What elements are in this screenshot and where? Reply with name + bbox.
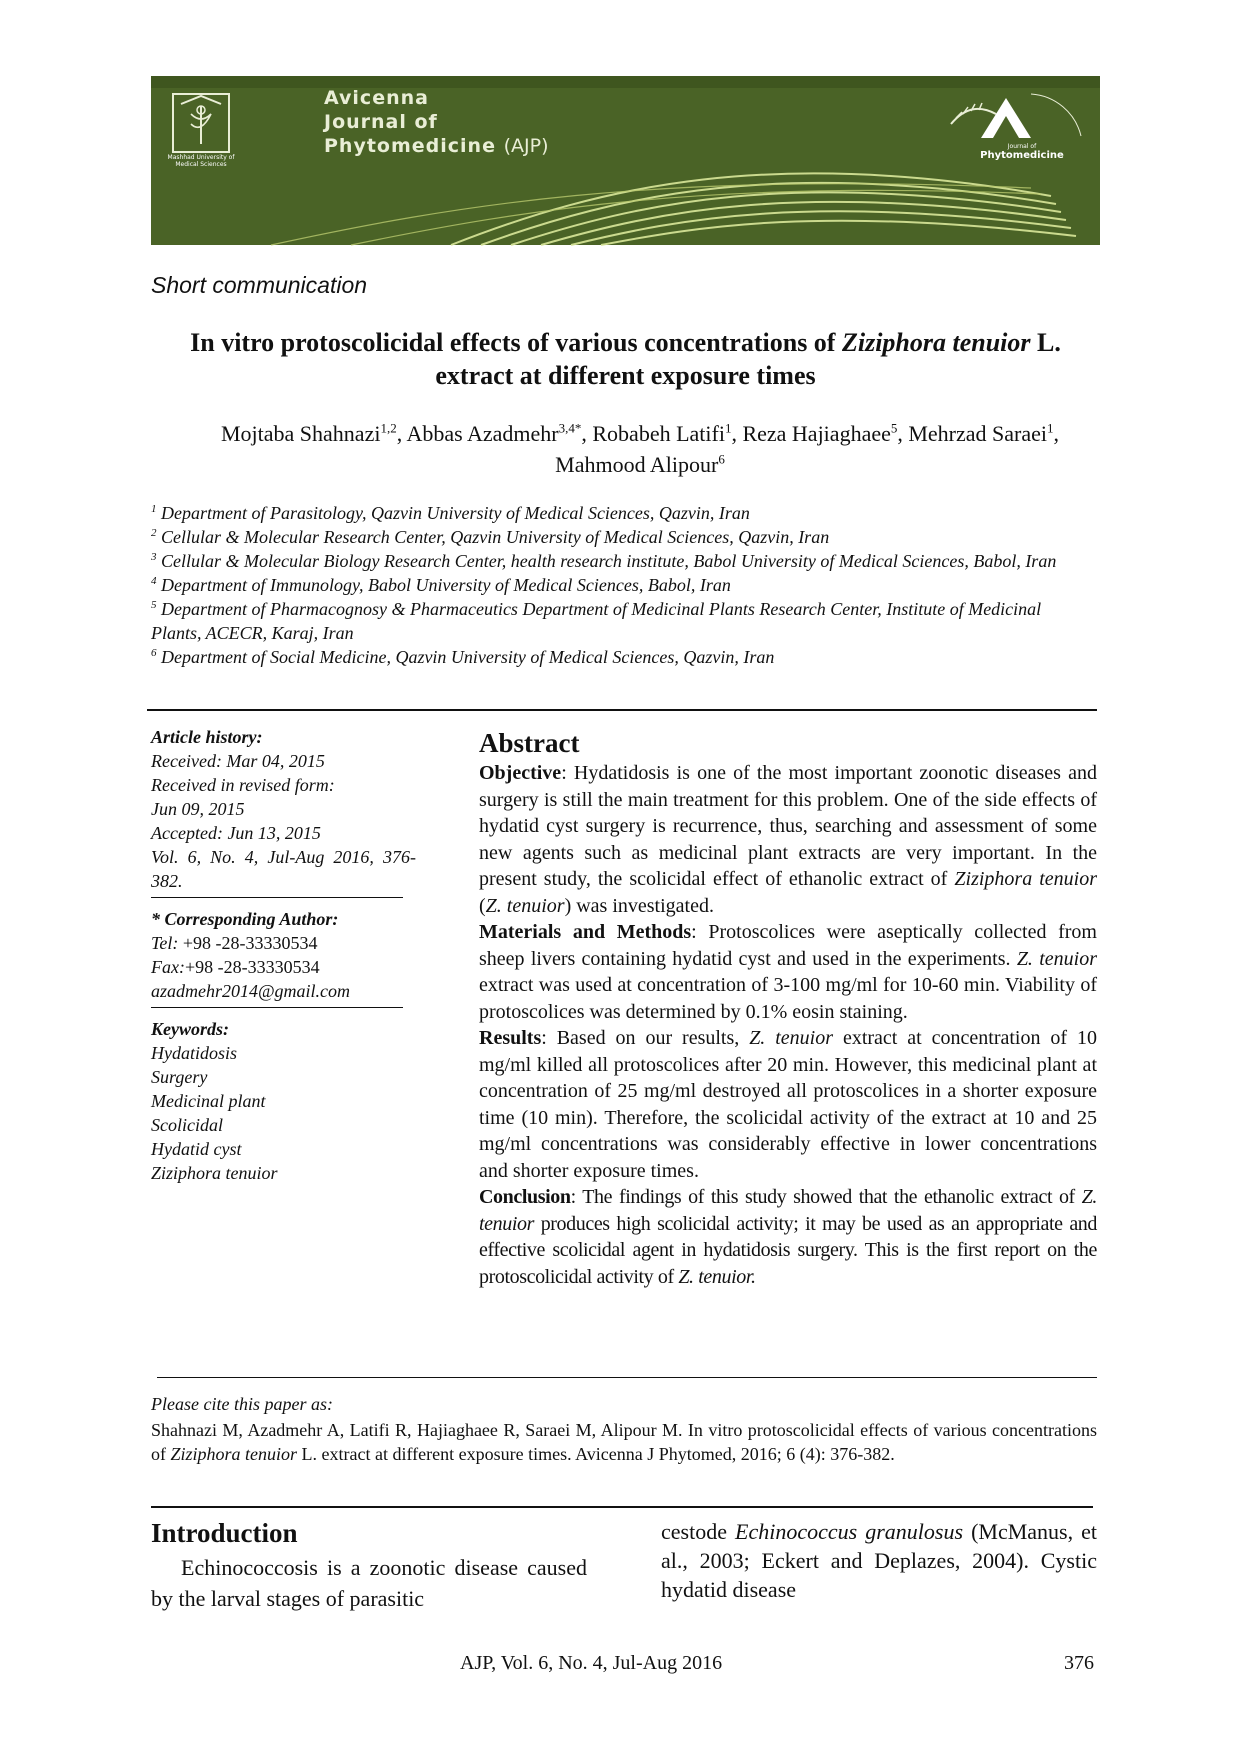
species-name: Z. tenuior — [749, 1027, 834, 1049]
author-sup: 6 — [718, 451, 725, 467]
citation-part: L. extract at different exposure times. Avicenna J Phytomed, 2016; 6 (4): 376-382. — [297, 1444, 895, 1464]
author-sup: 3,4* — [558, 420, 582, 436]
divider — [151, 1007, 403, 1008]
divider — [151, 1506, 1093, 1508]
revised-date: Jun 09, 2015 — [151, 799, 245, 819]
results-text: : Based on our results, — [541, 1027, 750, 1049]
title-part1: In vitro protoscolicidal effects of various concentrations of — [190, 328, 842, 357]
affiliations — [151, 501, 1091, 669]
journal-name-line1: Avicenna — [324, 87, 429, 109]
article-info-sidebar — [151, 725, 416, 1185]
methods-text: extract was used at concentration of 3-100 mg/ml for 10-60 min. Viability of protoscolices was determined by 0.1% eosin staining. — [479, 974, 1097, 1023]
affiliation-num: 6 — [151, 647, 157, 659]
citation-label: Please cite this paper as: — [151, 1394, 333, 1414]
author: Mehrzad Saraei — [908, 421, 1048, 446]
title-species: Ziziphora tenuior — [841, 328, 1031, 357]
affiliation-text: Department of Immunology, Babol University of Medical Sciences, Babol, Iran — [161, 575, 731, 595]
tel-value: +98 -28-33330534 — [178, 933, 318, 953]
page-number: 376 — [1064, 1652, 1094, 1674]
introduction-heading: Introduction — [151, 1518, 298, 1548]
affiliation-text: Cellular & Molecular Research Center, Qazvin University of Medical Sciences, Qazvin, Iran — [161, 527, 830, 547]
author: Reza Hajiaghaee — [742, 421, 891, 446]
footer-journal-info: AJP, Vol. 6, No. 4, Jul-Aug 2016 — [460, 1652, 723, 1674]
conclusion-text: : The findings of this study showed that the ethanolic extract of — [570, 1186, 1082, 1208]
affiliation-text: Department of Pharmacognosy & Pharmaceutics Department of Medicinal Plants Research Center, Institute of Medicinal Plants, ACECR, Karaj, Iran — [151, 599, 1042, 643]
citation-part: Shahnazi M, Azadmehr A, Latifi R, Hajiaghaee R, Saraei M, Alipour M. In vitro protoscolicidal effects of various concentrations of — [151, 1420, 1097, 1464]
introduction-text — [661, 1517, 1097, 1604]
tel-label: Tel: — [151, 933, 179, 953]
revised-label: Received in revised form: — [151, 775, 335, 795]
affiliation — [151, 525, 1091, 549]
intro-part: cestode — [661, 1519, 736, 1544]
divider — [147, 709, 1097, 711]
conclusion-label: Conclusion — [479, 1186, 571, 1208]
abstract-section — [479, 726, 1097, 1290]
affiliation-num: 4 — [151, 575, 157, 587]
introduction-left-column — [151, 1517, 587, 1614]
affiliation-text: Cellular & Molecular Biology Research Center, health research institute, Babol University of Medical Sciences, Babol, Iran — [161, 551, 1057, 571]
species-name: Echinococcus granulosus — [735, 1519, 964, 1544]
keyword: Medicinal plant — [151, 1091, 266, 1111]
keyword: Ziziphora tenuior — [151, 1163, 278, 1183]
objective-text: : Hydatidosis is one of the most important zoonotic diseases and surgery is still the main treatment for this problem. One of the side effects of hydatid cyst surgery is recurrence, thus, searching and assessment of some new agents such as medicinal plant extracts are very important. In the present study, the scolicidal effect of ethanolic extract of — [479, 762, 1097, 890]
objective-label: Objective — [479, 762, 562, 784]
intro-part: (McManus, et al., 2003; Eckert and Deplazes, 2004). Cystic hydatid disease — [661, 1519, 1098, 1602]
author: Abbas Azadmehr — [406, 421, 559, 446]
species-name: Z. tenuior — [1016, 947, 1098, 970]
author-list: Mojtaba Shahnazi$^{1,2}$, Abbas Azadmehr$^{3,4*}$, Robabeh Latifi$^1$, Reza Hajiaghaee$^5$, Mehrzad Saraei$^1$, Mahmood Alipour$^6$ — [220, 420, 1060, 477]
author: Robabeh Latifi — [592, 421, 725, 446]
methods-label: Materials and Methods — [479, 921, 692, 943]
right-logo-big: Phytomedicine — [980, 150, 1064, 161]
species-name: Ziziphora tenuior — [170, 1444, 298, 1464]
author: Mahmood Alipour — [555, 452, 719, 477]
conclusion-text: produces high scolicidal activity; it may be used as an appropriate and effective scolicidal agent in hydatidosis surgery. This is the first report on the protoscolicidal activity of — [479, 1212, 1097, 1288]
affiliation-num: 3 — [151, 551, 157, 563]
objective-text: ) was investigated. — [564, 894, 714, 917]
introduction-right-column — [661, 1517, 1097, 1604]
journal-abbr: (AJP) — [503, 135, 549, 157]
history-label: Article history: — [151, 727, 263, 747]
objective-text: ( — [479, 894, 486, 917]
species-name: Z. tenuior — [479, 1186, 1097, 1235]
fax-line — [151, 955, 416, 979]
author-sup: 1 — [724, 420, 732, 436]
keywords-label: Keywords: — [151, 1019, 229, 1039]
citation-block — [151, 1392, 1097, 1466]
author-sup: 5 — [890, 420, 898, 436]
corresponding-label: * Corresponding Author: — [151, 909, 339, 929]
journal-name-line3: Phytomedicine — [324, 135, 496, 157]
citation-text — [151, 1418, 1097, 1466]
title-part2: L. extract at different exposure times — [435, 328, 1061, 390]
affiliation-num: 5 — [151, 599, 157, 611]
journal-name-line2: Journal of — [324, 111, 438, 133]
accepted-date: Accepted: Jun 13, 2015 — [151, 823, 321, 843]
species-name: Ziziphora tenuior — [954, 868, 1098, 890]
abstract-results — [479, 1025, 1097, 1184]
affiliation — [151, 549, 1091, 573]
abstract-objective — [479, 760, 1097, 919]
species-name: Z. tenuior — [485, 894, 565, 917]
right-logo-arc-text: Avicenna — [1186, 154, 1229, 213]
keyword: Hydatidosis — [151, 1043, 238, 1063]
article-type: Short communication — [151, 272, 368, 298]
author: Mojtaba Shahnazi — [220, 421, 381, 446]
results-label: Results — [479, 1027, 542, 1049]
divider — [151, 897, 403, 898]
tel-line — [151, 931, 416, 955]
affiliation — [151, 597, 1091, 645]
abstract-methods — [479, 919, 1097, 1025]
divider — [157, 1377, 1097, 1378]
author-sup: 1 — [1047, 420, 1054, 436]
fax-label: Fax: — [151, 957, 185, 977]
abstract-conclusion — [479, 1184, 1097, 1290]
journal-banner — [151, 76, 1229, 245]
volume-info: Vol. 6, No. 4, Jul-Aug 2016, 376-382. — [151, 847, 416, 891]
affiliation — [151, 501, 1091, 525]
paper-title — [151, 326, 1100, 392]
keyword: Hydatid cyst — [151, 1139, 242, 1159]
species-name: Z. tenuior. — [678, 1265, 756, 1288]
affiliation-num: 1 — [151, 503, 157, 515]
affiliation-text: Department of Social Medicine, Qazvin University of Medical Sciences, Qazvin, Iran — [161, 647, 775, 667]
fax-value: +98 -28-33330534 — [184, 957, 320, 977]
introduction-text: Echinococcosis is a zoonotic disease caused by the larval stages of parasitic — [151, 1555, 587, 1611]
author-sup: 1,2 — [380, 420, 397, 436]
results-text: extract at concentration of 10 mg/ml killed all protoscolices after 20 min. However, this medicinal plant at concentration of 25 mg/ml destroyed all protoscolices in a shorter exposure time (10 min). Therefore, the scolicidal activity of the extract at 10 and 25 mg/ml concentrations was considerably effective in lower concentrations and shorter exposure times. — [479, 1027, 1097, 1182]
affiliation — [151, 573, 1091, 597]
received-date: Received: Mar 04, 2015 — [151, 751, 325, 771]
right-logo-caption — [957, 143, 1087, 161]
right-logo-small: Journal of — [1007, 143, 1037, 150]
affiliation-text: Department of Parasitology, Qazvin University of Medical Sciences, Qazvin, Iran — [161, 503, 750, 523]
email-link[interactable]: azadmehr2014@gmail.com — [151, 981, 351, 1001]
keyword: Surgery — [151, 1067, 208, 1087]
affiliation — [151, 645, 1091, 669]
keyword: Scolicidal — [151, 1115, 223, 1135]
abstract-heading: Abstract — [479, 728, 580, 758]
affiliation-num: 2 — [151, 527, 157, 539]
methods-text: : Protoscolices were aseptically collected from sheep livers containing hydatid cyst and used in the experiments. — [479, 921, 1097, 970]
left-logo-caption: Mashhad University of Medical Sciences — [167, 154, 235, 168]
